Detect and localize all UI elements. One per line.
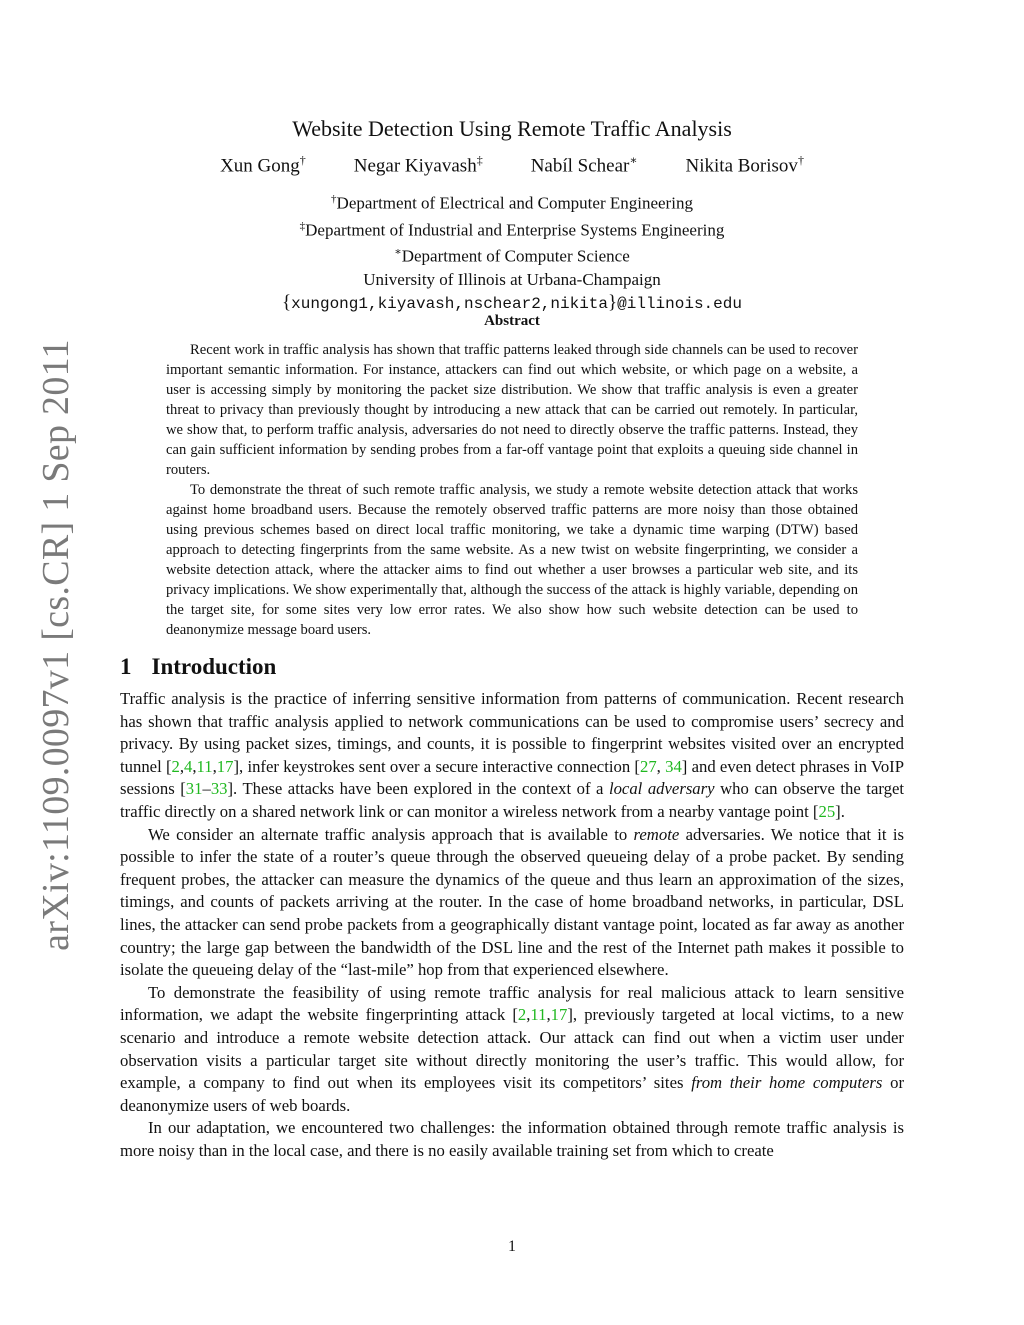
citation-link[interactable]: 2: [517, 1005, 527, 1025]
body-paragraph: We consider an alternate traffic analysis approach that is available to remote adversaries. We notice that it is possible to infer the state of a router’s queue through the observed queueing delay of a probe packet. By sending frequent probes, the attacker can measure the dynamics of the queue and thus learn an approximation of the sizes, timings, and counts of packets arriving at the router. In the case of home broadband networks, in particular, DSL lines, the attacker can send probe packets from a geographically distant vantage point, located as far away as another country; the large gap between the bandwidth of the DSL line and the rest of the Internet path makes it possible to isolate the queueing delay of the “last-mile” hop from that experienced elsewhere.: [120, 824, 904, 980]
affiliations: [0, 188, 1024, 316]
arxiv-identifier-stamp: arXiv:1109.0097v1 [cs.CR] 1 Sep 2011: [35, 339, 77, 951]
introduction-body: [120, 688, 904, 1162]
affiliation: †Department of Electrical and Computer Engineering: [331, 193, 693, 213]
citation-link[interactable]: 34: [665, 756, 682, 776]
citation-link[interactable]: 33: [210, 779, 228, 799]
body-paragraph: In our adaptation, we encountered two challenges: the information obtained through remote traffic analysis is more noisy than in the local case, and there is no easily available training set from which to create: [120, 1118, 904, 1160]
citation-link[interactable]: 17: [550, 1005, 568, 1025]
author: Xun Gong†: [220, 153, 306, 177]
author-emails: {xungong1,kiyavash,nschear2,nikita}@illinois.edu: [282, 291, 742, 313]
author-list: [0, 153, 1024, 177]
section-heading: [120, 654, 276, 680]
citation-link[interactable]: 2: [171, 756, 180, 776]
section-number: 1: [120, 654, 132, 679]
citation-link[interactable]: 11: [530, 1005, 547, 1025]
abstract-heading: Abstract: [484, 313, 540, 329]
abstract-body: [166, 340, 858, 640]
citation-link[interactable]: 11: [196, 756, 213, 776]
citation-link[interactable]: 27: [639, 756, 657, 776]
abstract-paragraph: Recent work in traffic analysis has shown that traffic patterns leaked through side channels can be used to recover important semantic information. For instance, attackers can find out which website, or which page on a website, a user is accessing simply by monitoring the packet size distribution. We show that traffic analysis is even a greater threat to privacy than previously thought by introducing a new attack that can be carried out remotely. In particular, we show that, to perform traffic analysis, adversaries do not need to directly observe the traffic patterns. Instead, they can gain sufficient information by sending probes from a far-off vantage point that exploits a queuing side channel in routers.: [166, 342, 858, 478]
paper-title: Website Detection Using Remote Traffic Analysis: [292, 116, 732, 141]
author: Negar Kiyavash‡: [353, 153, 483, 177]
body-paragraph: To demonstrate the feasibility of using remote traffic analysis for real malicious attack to learn sensitive information, we adapt the website fingerprinting attack [2,11,17], previously targeted at local victims, to a new scenario and introduce a remote website detection attack. Our attack can find out when a victim user under observation visits a particular target site without directly monitoring the user’s traffic. This would allow, for example, a company to find out when its employees visit its competitors’ sites from their home computers or deanonymize users of web boards.: [120, 982, 905, 1115]
citation-link[interactable]: 17: [216, 756, 234, 776]
author: Nabíl Schear∗: [530, 153, 638, 177]
citation-link[interactable]: 31: [185, 779, 203, 799]
author: Nikita Borisov†: [685, 153, 804, 177]
section-title: Introduction: [151, 654, 277, 679]
page-number: 1: [508, 1238, 516, 1255]
affiliation: ‡Department of Industrial and Enterprise Systems Engineering: [299, 219, 725, 240]
abstract-paragraph: To demonstrate the threat of such remote traffic analysis, we study a remote website detection attack that works against home broadband users. Because the remotely observed traffic patterns are more noisy than those obtained using previous schemes based on direct local traffic monitoring, we take a dynamic time warping (DTW) based approach to detecting fingerprints from the same website. As a new twist on website fingerprinting, we consider a website detection attack, where the attacker aims to find out whether a user browses a particular web site, and its privacy implications. We show experimentally that, although the success of the attack is highly variable, depending on the target site, for some sites very low error rates. We also show how such website detection can be used to deanonymize message board users.: [166, 482, 858, 638]
citation-link[interactable]: 25: [818, 801, 836, 821]
affiliation: ∗Department of Computer Science: [394, 246, 630, 266]
university: University of Illinois at Urbana-Champaign: [363, 269, 661, 289]
citation-link[interactable]: 4: [184, 756, 193, 776]
body-paragraph: Traffic analysis is the practice of inferring sensitive information from patterns of communication. Recent research has shown that traffic analysis applied to network communications can be used to compromise users’ secrecy and privacy. By using packet sizes, timings, and counts, it is possible to fingerprint websites visited over an encrypted tunnel [2,4,11,17], infer keystrokes sent over a secure interactive connection [27, 34] and even detect phrases in VoIP sessions [31–33]. These attacks have been explored in the context of a local adversary who can observe the target traffic directly on a shared network link or can monitor a wireless network from a nearby vantage point [25].: [120, 689, 905, 821]
